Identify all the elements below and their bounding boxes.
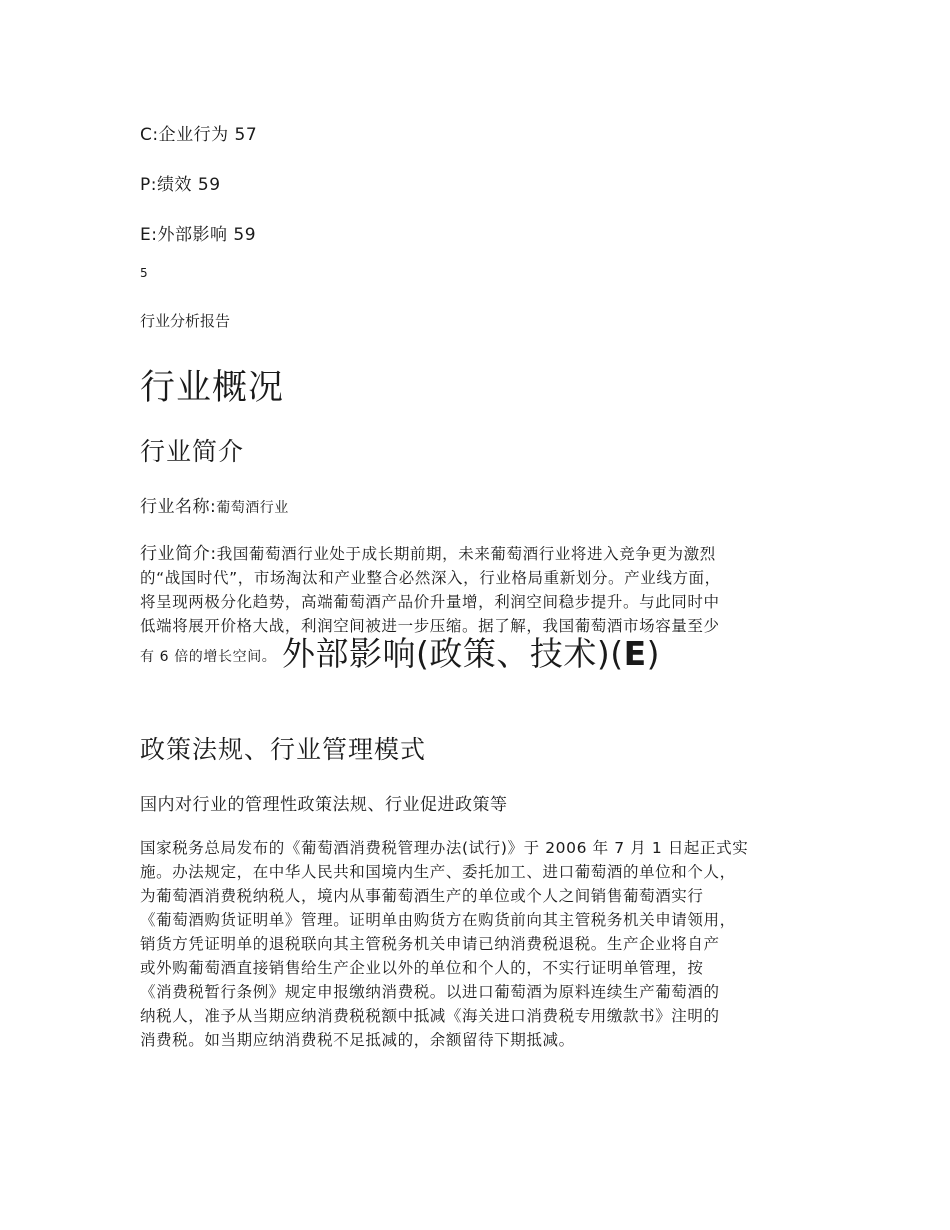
policy-line: 《消费税暂行条例》规定申报缴纳消费税。以进口葡萄酒为原料连续生产葡萄酒的 [140,983,720,1001]
intro-paragraph [140,542,820,673]
report-header-label: 行业分析报告 [140,312,231,330]
policy-line: 销货方凭证明单的退税联向其主管税务机关申请已纳消费税退税。生产企业将自产 [140,935,720,953]
toc-entry-external: E:外部影响 59 [140,225,257,245]
industry-name-label: 行业名称: [140,497,217,517]
intro-heading: 行业简介 [140,437,245,466]
external-influence-heading [282,634,660,673]
section-title: 行业概况 [140,368,285,408]
external-heading-bold: E [623,634,647,673]
intro-line: 将呈现两极分化趋势，高端葡萄酒产品价升量增，利润空间稳步提升。与此同时中 [140,593,720,611]
intro-line: 我国葡萄酒行业处于成长期前期，未来葡萄酒行业将进入竞争更为激烈 [216,545,716,563]
industry-name-value: 葡萄酒行业 [216,500,289,516]
toc-entry-performance: P:绩效 59 [140,175,221,195]
policy-heading: 政策法规、行业管理模式 [140,735,427,764]
external-heading-text: 外部影响(政策、技术)( [281,634,624,673]
intro-line: 的“战国时代”，市场淘汰和产业整合必然深入，行业格局重新划分。产业线方面， [140,569,721,587]
policy-line: 国家税务总局发布的《葡萄酒消费税管理办法(试行)》于 2006 年 7 月 1 日起正式实 [140,839,749,857]
intro-lead: 行业简介: [140,544,217,564]
policy-line: 纳税人，准予从当期应纳消费税税额中抵减《海关进口消费税专用缴款书》注明的 [140,1007,720,1025]
policy-line: 《葡萄酒购货证明单》管理。证明单由购货方在购货前向其主管税务机关申请领用， [140,911,736,929]
policy-line: 为葡萄酒消费税纳税人，境内从事葡萄酒生产的单位或个人之间销售葡萄酒实行 [140,887,704,905]
policy-paragraph [140,836,820,1052]
industry-name-row [140,492,289,517]
policy-line: 施。办法规定，在中华人民共和国境内生产、委托加工、进口葡萄酒的单位和个人， [140,863,736,881]
policy-subheading: 国内对行业的管理性政策法规、行业促进政策等 [140,795,508,815]
page-number: 5 [140,266,148,280]
external-heading-close: ) [646,634,660,673]
toc-entry-conduct: C:企业行为 57 [140,125,258,145]
policy-line: 或外购葡萄酒直接销售给生产企业以外的单位和个人的，不实行证明单管理，按 [140,959,704,977]
intro-line: 低端将展开价格大战，利润空间被进一步压缩。据了解，我国葡萄酒市场容量至少 [140,617,720,635]
intro-last-line: 有 6 倍的增长空间。 [140,649,277,665]
policy-line: 消费税。如当期应纳消费税不足抵减的，余额留待下期抵减。 [140,1031,575,1049]
